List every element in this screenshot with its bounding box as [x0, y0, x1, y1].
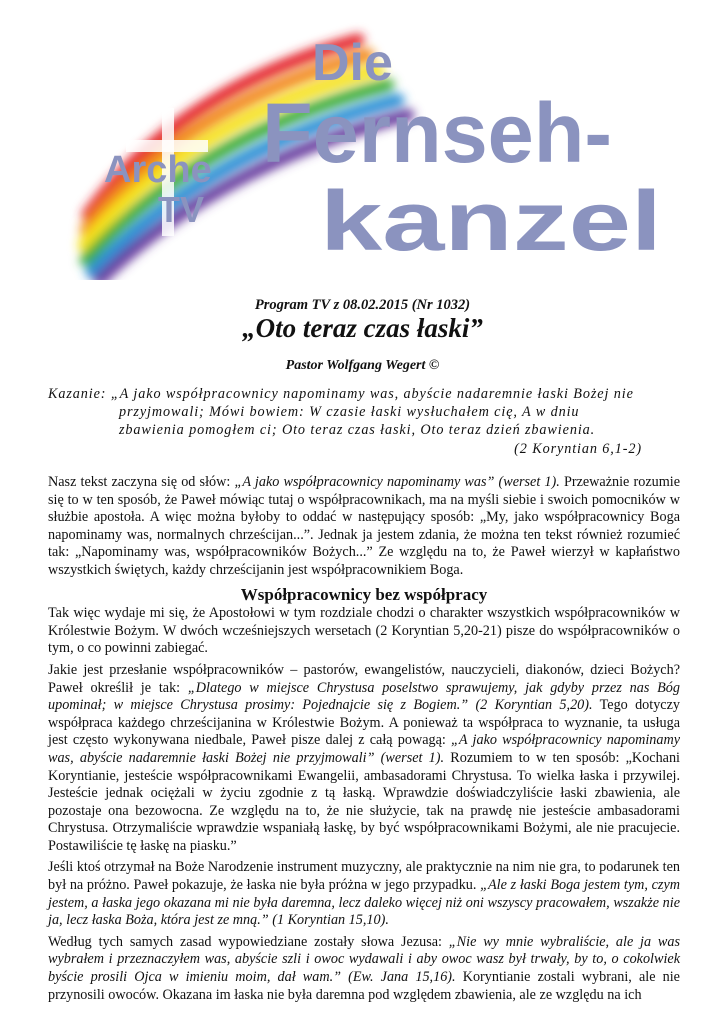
sermon-line-3: zbawienia pomogłem ci; Oto teraz czas łaski, Oto teraz dzień zbawienia. [119, 422, 596, 439]
paragraph-3-text-end: Rozumiem to w ten sposób: „Kochani Koryntianie, jesteście współpracownikami Ewangelii, ambasadorami Chrystusa. To wielka łaska i przywilej. Jesteście jednak ociężali w życiu zgodnie z tą łaską. Wprawdzie doświadczyliście łaski zbawienia, ale pozostaje ona bezowocna. Ze względu na to, że nie służycie, tak na prawdę nie jesteście ambasadorami Chrystusa. Otrzymaliście wprawdzie wspaniałą łaskę, by być współpracownikami Bożymi, ale nie pracujecie. Postawiliście tę łaskę na piasku.” [48, 749, 680, 854]
logo-word-kanzel: kanzel [320, 174, 662, 268]
paragraph-1-text: Nasz tekst zaczyna się od słów: [48, 474, 235, 490]
paragraph-5-quote: „Nie wy mnie wybraliście, ale ja was wybrałem i przeznaczyłem was, abyście szli i owoc wydawali i aby owoc wasz był trwały, by to, o cokolwiek byście prosili Ojca w imieniu moim, dał wam.” (Ew. Jana 15,16). [48, 933, 680, 986]
paragraph-5-text-end: Koryntianie zostali wybrani, ale nie przynosili owoców. Okazana im łaska nie była daremna pod względem zbawienia, ale ze względu na ich [48, 969, 680, 1003]
paragraph-4 [48, 859, 680, 929]
paragraph-5-text: Według tych samych zasad wypowiedziane zostały słowa Jezusa: [48, 933, 449, 950]
paragraph-3-quote: „Dlatego w miejsce Chrystusa poselstwo sprawujemy, jak gdyby przez nas Bóg upominał; w miejsce Chrystusa prosimy: Pojednajcie się z Bogiem.” (2 Koryntian 5,20). [48, 679, 680, 714]
paragraph-3 [48, 662, 680, 856]
logo-word-die: Die [312, 34, 393, 92]
sermon-reference: (2 Koryntian 6,1-2) [514, 440, 642, 457]
page-title: „Oto teraz czas łaski” [242, 313, 483, 343]
arche-tv-logo [58, 10, 678, 280]
paragraph-3-quote-2: „A jako współpracownicy napominamy was, abyście nadaremnie łaski Bożej nie przyjmowali” (werset 1). [48, 732, 680, 766]
paragraph-4-text: Jeśli ktoś otrzymał na Boże Narodzenie instrument muzyczny, ale praktycznie na nim nie gra, to podarunek ten był na próżno. Paweł pokazuje, że łaska nie była próżna w jego przypadku. [48, 859, 680, 894]
logo-word-fernseh: Fernseh- [262, 86, 612, 180]
article-body [48, 474, 680, 1008]
brand-tv: TV [158, 189, 205, 230]
paragraph-3-text-cont: Tego dotyczy współpraca każdego chrześcijanina w Królestwie Bożym. A ponieważ ta współpraca to wyznanie, ta usługa jest często wykonywana niedbale, Paweł pisze dalej z całą powagą: [48, 697, 680, 749]
sermon-line-2: przyjmowali; Mówi bowiem: W czasie łaski wysłuchałem cię, A w dniu [119, 404, 580, 421]
sermon-line-1: Kazanie: „A jako współpracownicy napominamy was, abyście nadaremnie łaski Bożej nie [48, 386, 634, 402]
sermon-quote [48, 385, 660, 458]
brand-arche: Arche [104, 149, 212, 191]
paragraph-2: Tak więc wydaje mi się, że Apostołowi w tym rozdziale chodzi o charakter wszystkich współpracowników w Królestwie Bożym. W dwóch wcześniejszych wersetach (2 Koryntian 5,20-21) pisze do współpracowników o tym, o co powinni zabiegać. [48, 605, 680, 657]
paragraph-4-quote: „Ale z łaski Boga jestem tym, czym jestem, a łaska jego okazana mi nie była daremna, lecz daleko więcej niż oni wszyscy pracowałem, wszakże nie ja, lecz łaska Boża, która jest ze mną.” (1 Koryntian 15,10). [48, 877, 680, 929]
section-heading: Współpracownicy bez współpracy [240, 584, 488, 604]
paragraph-3-text: Jakie jest przesłanie współpracowników – pastorów, ewangelistów, nauczycieli, diakonów, dzieci Bożych? Paweł określił je tak: [48, 661, 680, 696]
paragraph-1 [48, 474, 680, 580]
paragraph-5 [48, 934, 680, 1004]
paragraph-1-text-cont: Przeważnie rozumie się to w ten sposób, że Paweł mówiąc tutaj o współpracownikach, ma na myśli siebie i swoich pomocników w służbie apostoła. A więc można byłoby to oddać w następujący sposób: „My, jako współpracownicy Boga napominamy was, normalnych chrześcijan...”. Jednak ja jestem zdania, że można ten tekst również rozumieć tak: „Napominamy was, współpracowników Bożych...” Ze względu na to, że Paweł wierzył w kapłaństwo wszystkich świętych, każdy chrześcijanin jest współpracownikiem Boga. [48, 474, 680, 578]
program-info: Program TV z 08.02.2015 (Nr 1032) [254, 297, 471, 313]
paragraph-1-quote: „A jako współpracownicy napominamy was” (werset 1). [234, 474, 560, 490]
author-line: Pastor Wolfgang Wegert © [285, 358, 440, 373]
